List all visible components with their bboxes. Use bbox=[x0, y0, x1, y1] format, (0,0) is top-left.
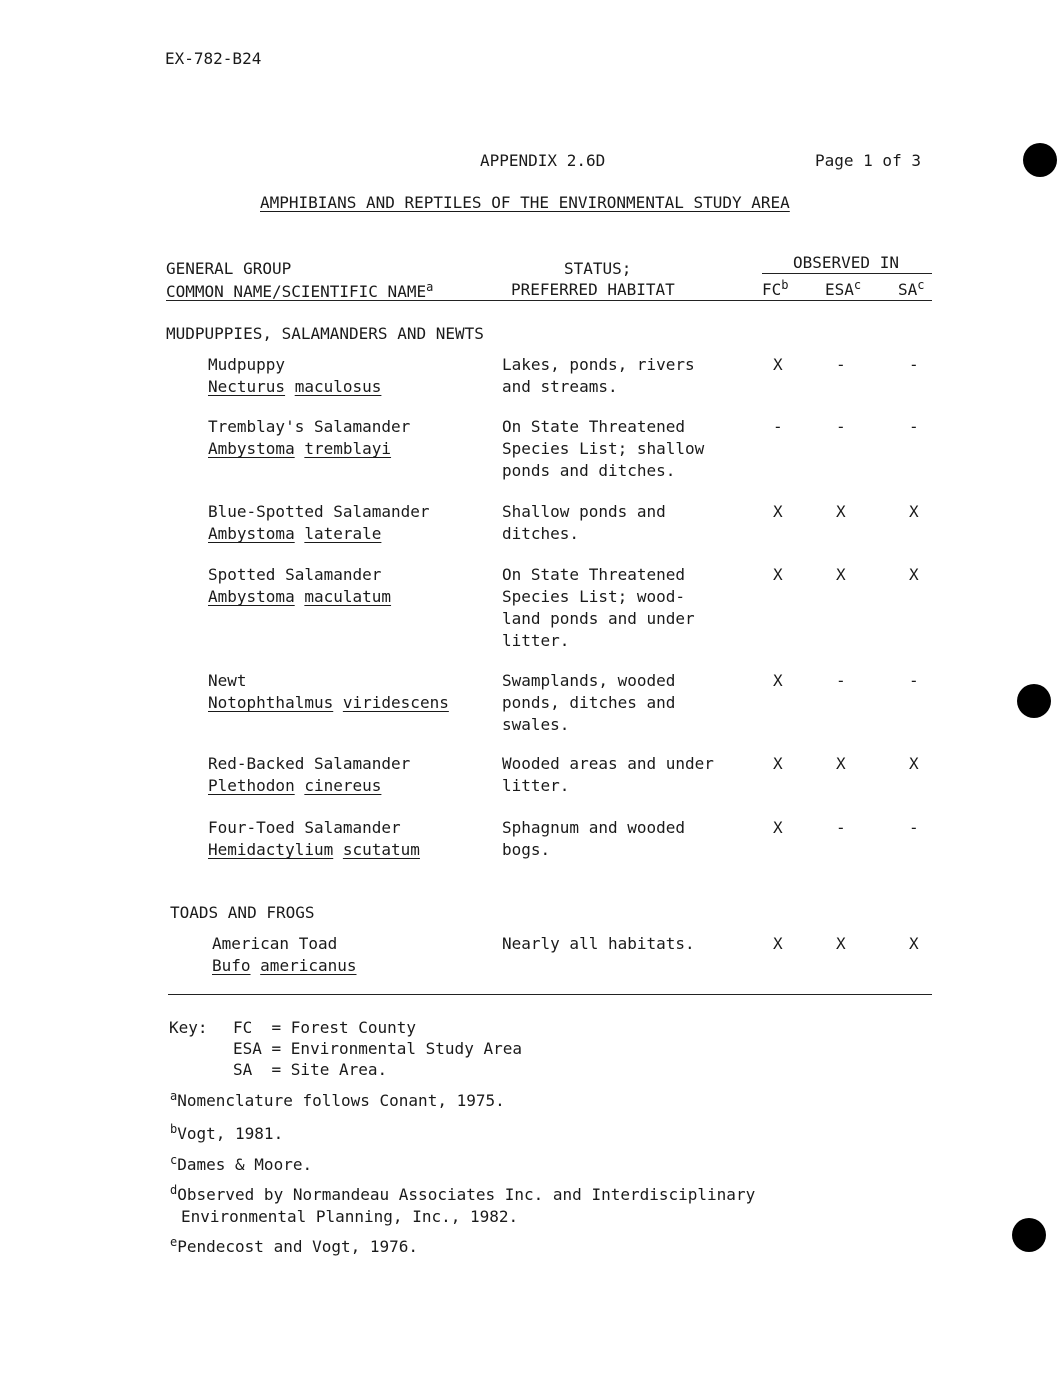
observed-fc: X bbox=[773, 355, 783, 374]
punch-hole bbox=[1012, 1218, 1046, 1252]
header-sa: $SA^c$ bbox=[898, 278, 925, 299]
genus-name: Bufo bbox=[212, 956, 251, 975]
habitat-line: swales. bbox=[502, 715, 570, 734]
habitat-line: Swamplands, wooded bbox=[502, 671, 676, 690]
common-name: Tremblay's Salamander bbox=[208, 417, 411, 436]
genus-name: Ambystoma bbox=[208, 524, 295, 543]
page-number: Page 1 of 3 bbox=[815, 151, 921, 170]
common-name: American Toad bbox=[212, 934, 338, 953]
observed-fc: X bbox=[773, 671, 783, 690]
habitat-line: Nearly all habitats. bbox=[502, 934, 695, 953]
observed-sa: - bbox=[909, 355, 919, 374]
key-entry: FC = Forest County bbox=[233, 1018, 417, 1037]
observed-esa: X bbox=[836, 754, 846, 773]
observed-sa: - bbox=[909, 818, 919, 837]
genus-name: Hemidactylium bbox=[208, 840, 334, 859]
common-name: Spotted Salamander bbox=[208, 565, 382, 584]
observed-sa: X bbox=[909, 754, 919, 773]
observed-sa: - bbox=[909, 417, 919, 436]
header-preferred-habitat: PREFERRED HABITAT bbox=[511, 280, 675, 299]
species-name: laterale bbox=[304, 524, 382, 543]
observed-esa: X bbox=[836, 502, 846, 521]
key-entry: SA = Site Area. bbox=[233, 1060, 388, 1079]
header-esa: ESA$^c$ bbox=[825, 278, 862, 299]
habitat-line: and streams. bbox=[502, 377, 618, 396]
appendix-label: APPENDIX 2.6D bbox=[480, 151, 606, 170]
genus-name: Plethodon bbox=[208, 776, 295, 795]
observed-esa: X bbox=[836, 934, 846, 953]
document-id: EX-782-B24 bbox=[165, 49, 262, 68]
footnote-continuation: Environmental Planning, Inc., 1982. bbox=[181, 1207, 519, 1226]
observed-esa: - bbox=[836, 355, 846, 374]
habitat-line: land ponds and under bbox=[502, 609, 695, 628]
observed-esa: X bbox=[836, 565, 846, 584]
species-name: maculosus bbox=[294, 377, 382, 396]
key-entry: ESA = Environmental Study Area bbox=[233, 1039, 522, 1058]
header-observed-in: OBSERVED IN bbox=[793, 253, 899, 272]
punch-hole bbox=[1017, 684, 1051, 718]
genus-name: Notophthalmus bbox=[208, 693, 334, 712]
header-common-name: COMMON NAME/SCIENTIFIC NAME$^a$ bbox=[166, 280, 434, 301]
habitat-line: Sphagnum and wooded bbox=[502, 818, 686, 837]
header-general-group: GENERAL GROUP bbox=[166, 259, 292, 278]
observed-rule bbox=[762, 273, 932, 274]
header-status: STATUS; bbox=[564, 259, 632, 278]
habitat-line: ponds and ditches. bbox=[502, 461, 676, 480]
observed-esa: - bbox=[836, 671, 846, 690]
footnote: $^e$Pendecost and Vogt, 1976. bbox=[170, 1235, 419, 1256]
table-bottom-rule bbox=[168, 994, 932, 995]
page-title: AMPHIBIANS AND REPTILES OF THE ENVIRONMENTAL STUDY AREA bbox=[260, 193, 790, 212]
footnote: $^c$Dames & Moore. bbox=[170, 1153, 313, 1174]
species-name: tremblayi bbox=[304, 439, 392, 458]
observed-fc: X bbox=[773, 934, 783, 953]
species-name: cinereus bbox=[304, 776, 382, 795]
observed-fc: - bbox=[773, 417, 783, 436]
habitat-line: ditches. bbox=[502, 524, 580, 543]
header-fc: $FC^b$ bbox=[762, 278, 789, 299]
habitat-line: litter. bbox=[502, 631, 570, 650]
habitat-line: On State Threatened bbox=[502, 417, 686, 436]
group-heading: TOADS AND FROGS bbox=[170, 903, 315, 922]
observed-esa: - bbox=[836, 818, 846, 837]
habitat-line: Species List; wood- bbox=[502, 587, 686, 606]
common-name: Red-Backed Salamander bbox=[208, 754, 411, 773]
common-name: Blue-Spotted Salamander bbox=[208, 502, 430, 521]
habitat-line: ponds, ditches and bbox=[502, 693, 676, 712]
genus-name: Necturus bbox=[208, 377, 286, 396]
observed-sa: X bbox=[909, 565, 919, 584]
common-name: Mudpuppy bbox=[208, 355, 286, 374]
observed-fc: X bbox=[773, 502, 783, 521]
species-name: viridescens bbox=[342, 693, 449, 712]
species-name: maculatum bbox=[304, 587, 392, 606]
habitat-line: bogs. bbox=[502, 840, 551, 859]
common-name: Four-Toed Salamander bbox=[208, 818, 401, 837]
observed-sa: X bbox=[909, 934, 919, 953]
species-name: americanus bbox=[260, 956, 357, 975]
key-label: Key: bbox=[169, 1018, 208, 1037]
observed-sa: X bbox=[909, 502, 919, 521]
common-name: Newt bbox=[208, 671, 247, 690]
group-heading: MUDPUPPIES, SALAMANDERS AND NEWTS bbox=[166, 324, 484, 343]
habitat-line: Wooded areas and under bbox=[502, 754, 714, 773]
habitat-line: Lakes, ponds, rivers bbox=[502, 355, 695, 374]
genus-name: Ambystoma bbox=[208, 587, 295, 606]
habitat-line: On State Threatened bbox=[502, 565, 686, 584]
species-name: scutatum bbox=[342, 840, 420, 859]
header-rule bbox=[166, 300, 932, 301]
genus-name: Ambystoma bbox=[208, 439, 295, 458]
punch-hole bbox=[1023, 143, 1057, 177]
footnote: $^b$Vogt, 1981. bbox=[170, 1122, 284, 1143]
footnote: $^d$Observed by Normandeau Associates Inc. and Interdisciplinary bbox=[170, 1183, 756, 1204]
observed-sa: - bbox=[909, 671, 919, 690]
observed-fc: X bbox=[773, 565, 783, 584]
footnote: $^a$Nomenclature follows Conant, 1975. bbox=[170, 1089, 505, 1110]
habitat-line: Shallow ponds and bbox=[502, 502, 666, 521]
observed-esa: - bbox=[836, 417, 846, 436]
habitat-line: litter. bbox=[502, 776, 570, 795]
observed-fc: X bbox=[773, 818, 783, 837]
observed-fc: X bbox=[773, 754, 783, 773]
habitat-line: Species List; shallow bbox=[502, 439, 705, 458]
